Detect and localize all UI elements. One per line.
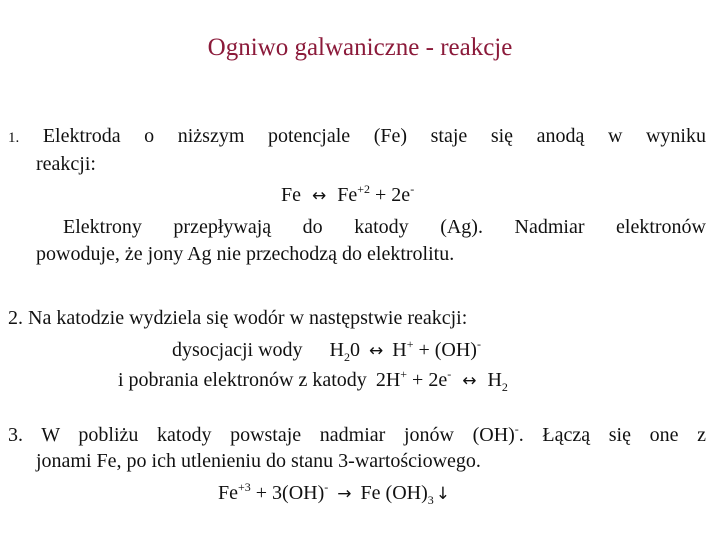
electrons: + 2e [407, 369, 448, 391]
eq-electron-charge: - [410, 182, 415, 196]
p1-line4: powoduje, że jony Ag nie przechodzą do elektrolitu. [36, 243, 455, 265]
iron-ion: Fe [218, 482, 238, 504]
hydroxide-charge: - [476, 337, 481, 351]
eq-fe-charge: +2 [357, 182, 371, 196]
eq-fe-ion: Fe [337, 184, 358, 206]
p1-number: 1. [8, 130, 20, 146]
water-o: 0 [349, 339, 360, 361]
dissociation-label: dysocjacji wody [172, 339, 303, 361]
p1-line1 [8, 124, 706, 150]
p1-equation [281, 183, 414, 208]
hydrogen-gas: H [487, 369, 502, 391]
p2-equation2 [118, 368, 508, 393]
p3-line1 [8, 423, 706, 447]
double-arrow-icon: ↔ [312, 186, 327, 206]
double-arrow-icon: ↔ [368, 341, 384, 361]
p1-line2: reakcji: [36, 153, 96, 175]
p3-line2: jonami Fe, po ich utlenieniu do stanu 3-wartościowego. [36, 450, 481, 472]
hydroxide-reactant-charge: - [324, 480, 329, 494]
water-h: H [329, 339, 344, 361]
hydrogen-ions-charge: + [400, 367, 408, 381]
hydrogen-charge: + [406, 337, 414, 351]
down-arrow-icon: ↓ [435, 484, 450, 504]
water-sub: 2 [343, 350, 350, 364]
p1-line1-text: Elektroda o niższym potencjale (Fe) staje się anodą w wyniku [42, 125, 706, 147]
hydroxide: + (OH) [413, 339, 477, 361]
hydrogen-gas-sub: 2 [501, 380, 508, 394]
p1-line3: Elektrony przepływają do katody (Ag). Nadmiar elektronów [63, 216, 706, 238]
p2-equation1 [172, 338, 481, 363]
p3-line1-text: 3. W pobliżu katody powstaje nadmiar jonów (OH) [8, 424, 515, 446]
electrons-charge: - [447, 367, 452, 381]
double-arrow-icon: ↔ [462, 371, 477, 391]
hydroxide-reactant: + 3(OH) [250, 482, 325, 504]
p3-line1-end: . Łączą się one z [518, 424, 706, 446]
right-arrow-icon: → [337, 484, 352, 504]
hydrogen-ion: H [392, 339, 407, 361]
slide-title: Ogniwo galwaniczne - reakcje [207, 34, 513, 61]
electron-uptake-label: i pobrania elektronów z katody [118, 369, 367, 391]
p3-equation [218, 481, 450, 506]
hydrogen-ions: 2H [375, 369, 401, 391]
iron-hydroxide: Fe (OH) [360, 482, 428, 504]
p3-oh-charge: - [514, 422, 519, 436]
eq-electrons: + 2e [370, 184, 411, 206]
iron-charge: +3 [238, 480, 251, 494]
p2-line1: 2. Na katodzie wydziela się wodór w następstwie reakcji: [8, 307, 468, 329]
eq-fe: Fe [281, 184, 301, 206]
iron-hydroxide-sub: 3 [427, 493, 434, 507]
